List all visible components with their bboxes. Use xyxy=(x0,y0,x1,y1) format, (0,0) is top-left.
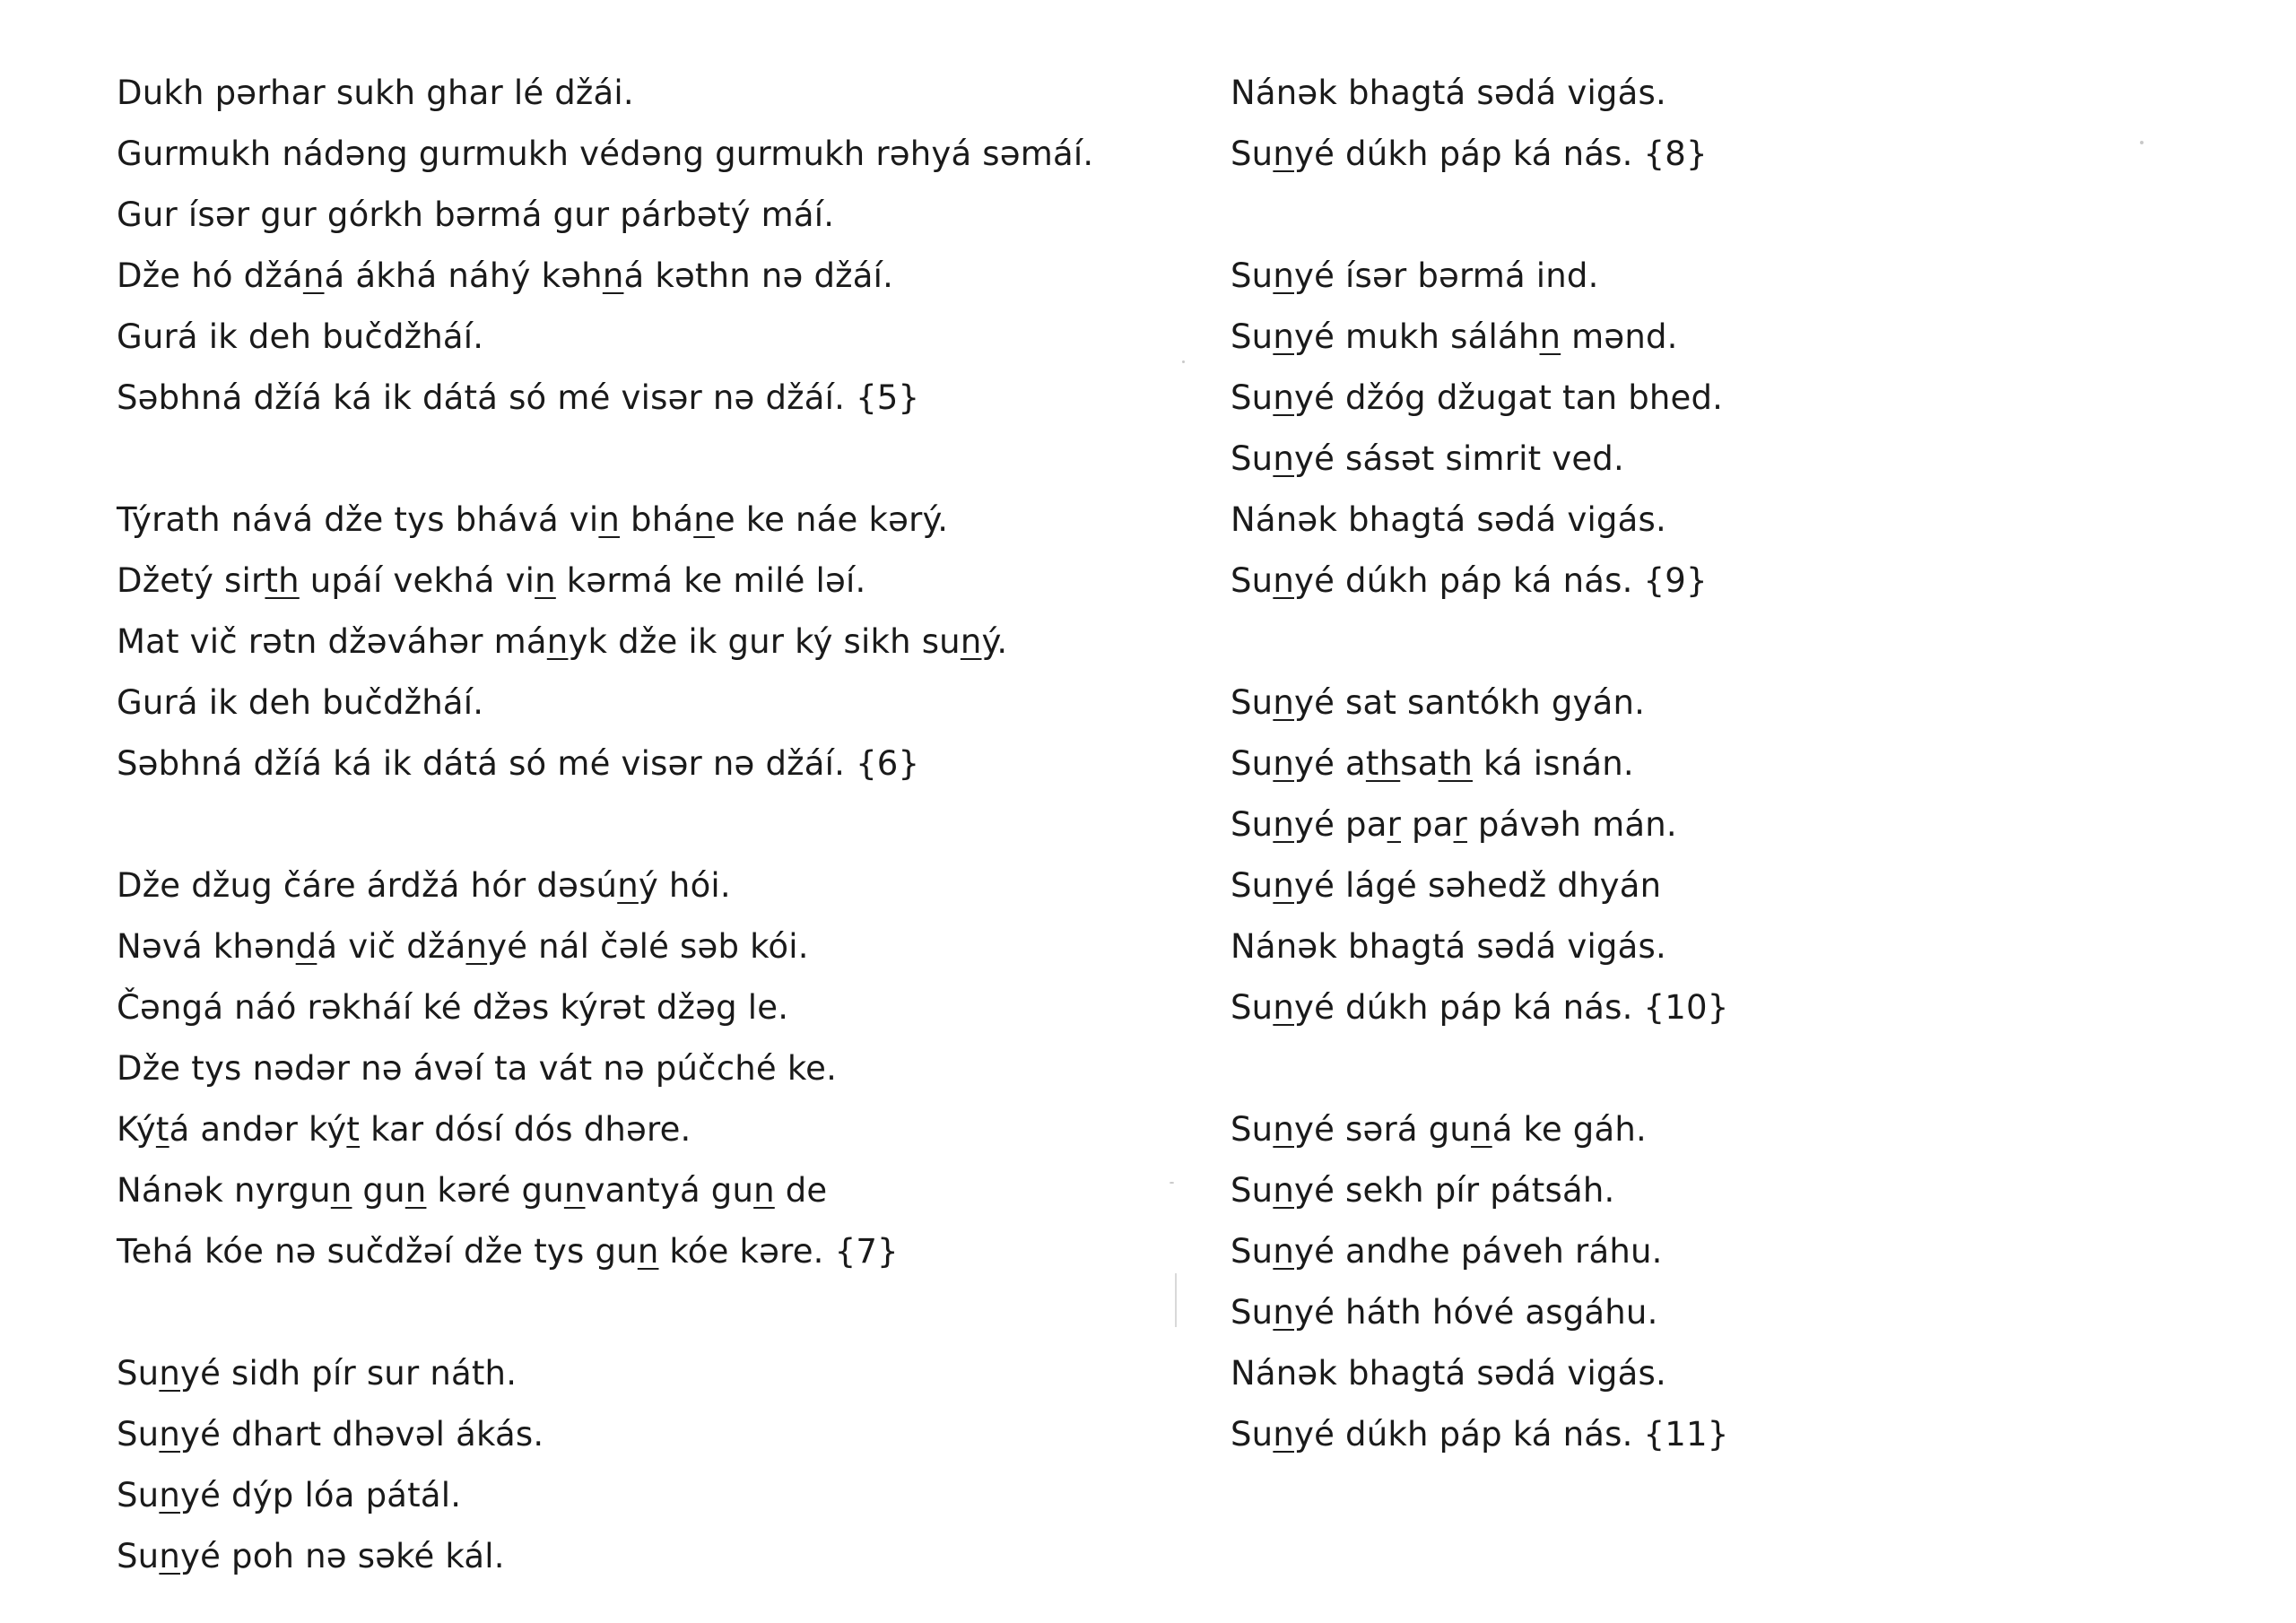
text-segment: Su xyxy=(1231,744,1274,783)
text-segment: vantyá gu xyxy=(585,1171,754,1210)
verse-line xyxy=(117,1221,1175,1282)
underlined-letter: th xyxy=(1365,744,1401,783)
verse-line xyxy=(1231,733,2217,794)
underlined-letter: n xyxy=(1273,135,1294,173)
verse-line xyxy=(1231,1221,2217,1282)
text-segment: yé pa xyxy=(1294,805,1387,844)
text-segment: mənd. xyxy=(1561,317,1678,356)
text-segment: kóe kəre. {7} xyxy=(658,1232,899,1271)
scan-fold-mark xyxy=(1175,1273,1177,1327)
text-segment: Su xyxy=(1231,256,1274,295)
text-segment: pávəh mán. xyxy=(1466,805,1677,844)
text-segment: Týrath nává dže tys bhává vi xyxy=(117,500,599,539)
underlined-letter: n xyxy=(159,1354,180,1393)
verse-line xyxy=(117,63,1175,124)
underlined-letter: r xyxy=(1387,805,1402,844)
verse-line xyxy=(1231,63,2217,124)
underlined-letter: n xyxy=(1273,744,1294,783)
text-segment: yé dúkh páp ká nás. {8} xyxy=(1294,135,1708,173)
text-segment: kar dósí dós dhəre. xyxy=(360,1110,691,1149)
text-segment: á kəthn nə džáí. xyxy=(623,256,894,295)
underlined-letter: n xyxy=(1273,988,1294,1027)
text-segment: Su xyxy=(1231,1293,1274,1332)
text-segment: Nəvá khən xyxy=(117,927,296,966)
text-segment: yé sərá gu xyxy=(1294,1110,1472,1149)
underlined-letter: n xyxy=(563,1171,586,1210)
text-segment: Ký xyxy=(117,1110,156,1149)
stanza-gap xyxy=(1231,185,2217,246)
text-segment: Su xyxy=(1231,439,1274,478)
text-segment: de xyxy=(774,1171,828,1210)
text-segment: Gur ísər gur górkh bərmá gur párbətý máí. xyxy=(117,195,835,234)
stanza-gap xyxy=(117,1282,1175,1343)
verse-line xyxy=(117,916,1175,977)
underlined-letter: n xyxy=(535,561,556,600)
verse-line xyxy=(1231,551,2217,612)
text-segment: yé mukh sáláh xyxy=(1294,317,1540,356)
text-segment: Nánək bhagtá sədá vigás. xyxy=(1231,500,1666,539)
text-segment: kəré gu xyxy=(426,1171,564,1210)
text-segment: ý hói. xyxy=(638,866,731,905)
underlined-letter: n xyxy=(302,256,325,295)
text-segment: yé a xyxy=(1294,744,1366,783)
verse-line xyxy=(117,855,1175,916)
underlined-letter: n xyxy=(1273,1171,1294,1210)
underlined-letter: th xyxy=(1438,744,1473,783)
text-segment: yé sekh pír pátsáh. xyxy=(1294,1171,1615,1210)
verse-line xyxy=(1231,1404,2217,1465)
underlined-letter: n xyxy=(1273,866,1294,905)
text-segment: Su xyxy=(117,1354,160,1393)
text-segment: ká isnán. xyxy=(1472,744,1634,783)
text-segment: Dže džug čáre árdžá hór dəsú xyxy=(117,866,618,905)
verse-line xyxy=(117,124,1175,185)
underlined-letter: r xyxy=(1453,805,1467,844)
text-segment: Səbhná džíá ká ik dátá só mé visər nə džáí. {5} xyxy=(117,378,920,417)
text-segment: yé sat santókh gyán. xyxy=(1294,683,1646,722)
text-segment: Su xyxy=(1231,988,1274,1027)
text-segment: Su xyxy=(1231,1171,1274,1210)
text-segment: á ke gáh. xyxy=(1492,1110,1647,1149)
verse-line xyxy=(117,733,1175,794)
text-segment: Džetý sir xyxy=(117,561,265,600)
underlined-letter: n xyxy=(1273,1415,1294,1454)
underlined-letter: t xyxy=(155,1110,170,1149)
verse-line xyxy=(117,1038,1175,1099)
text-segment: Su xyxy=(1231,866,1274,905)
underlined-letter: n xyxy=(159,1537,180,1575)
text-segment: Su xyxy=(117,1476,160,1515)
underlined-letter: n xyxy=(1273,378,1294,417)
text-segment: yé dhart dhəvəl ákás. xyxy=(180,1415,544,1454)
text-segment: Mat vič rətn džəváhər má xyxy=(117,622,547,661)
underlined-letter: n xyxy=(330,1171,352,1210)
text-segment: Su xyxy=(117,1415,160,1454)
underlined-letter: n xyxy=(1273,256,1294,295)
verse-line xyxy=(1231,246,2217,307)
text-segment: e ke náe kərý. xyxy=(714,500,949,539)
text-segment: yé dúkh páp ká nás. {10} xyxy=(1294,988,1729,1027)
verse-line xyxy=(117,368,1175,429)
text-segment: kərmá ke milé ləí. xyxy=(555,561,866,600)
text-segment: Su xyxy=(1231,561,1274,600)
underlined-letter: n xyxy=(617,866,639,905)
verse-line xyxy=(117,1343,1175,1404)
underlined-letter: n xyxy=(1273,439,1294,478)
verse-line xyxy=(117,612,1175,673)
text-segment: Su xyxy=(1231,805,1274,844)
text-segment: yk dže ik gur ký sikh su xyxy=(568,622,961,661)
verse-line xyxy=(117,977,1175,1038)
text-segment: Nánək bhagtá sədá vigás. xyxy=(1231,74,1666,112)
verse-line xyxy=(117,490,1175,551)
text-segment: Čəngá náó rəkháí ké džəs kýrət džəg le. xyxy=(117,988,789,1027)
text-segment: yé džóg džugat tan bhed. xyxy=(1294,378,1724,417)
text-segment: Nánək bhagtá sədá vigás. xyxy=(1231,927,1666,966)
underlined-letter: n xyxy=(1273,1110,1294,1149)
verse-line xyxy=(117,185,1175,246)
text-segment: Su xyxy=(117,1537,160,1575)
verse-line xyxy=(117,246,1175,307)
underlined-letter: n xyxy=(693,500,715,539)
verse-line xyxy=(1231,1282,2217,1343)
verse-line xyxy=(1231,794,2217,855)
text-segment: yé sásət simrit ved. xyxy=(1294,439,1624,478)
text-segment: Dukh pərhar sukh ghar lé džái. xyxy=(117,74,634,112)
verse-column-right xyxy=(1231,63,2217,1465)
verse-line xyxy=(117,307,1175,368)
text-segment: Su xyxy=(1231,1232,1274,1271)
text-segment: Su xyxy=(1231,1415,1274,1454)
verse-line xyxy=(1231,368,2217,429)
verse-line xyxy=(1231,673,2217,733)
text-segment: Səbhná džíá ká ik dátá só mé visər nə džáí. {6} xyxy=(117,744,920,783)
scan-speck xyxy=(2140,141,2144,144)
text-segment: yé háth hóvé asgáhu. xyxy=(1294,1293,1658,1332)
text-segment: gu xyxy=(352,1171,405,1210)
underlined-letter: d xyxy=(295,927,317,966)
verse-column-left xyxy=(117,63,1175,1587)
text-segment: Su xyxy=(1231,135,1274,173)
verse-line xyxy=(1231,490,2217,551)
underlined-letter: n xyxy=(602,256,624,295)
text-segment: pa xyxy=(1401,805,1454,844)
text-segment: yé sidh pír sur náth. xyxy=(180,1354,517,1393)
text-segment: upáí vekhá vi xyxy=(299,561,535,600)
underlined-letter: n xyxy=(598,500,621,539)
underlined-letter: t xyxy=(346,1110,361,1149)
verse-line xyxy=(1231,307,2217,368)
text-segment: yé dýp lóa pátál. xyxy=(180,1476,462,1515)
text-segment: yé lágé səhedž dhyán xyxy=(1294,866,1662,905)
text-segment: Nánək nyrgu xyxy=(117,1171,331,1210)
scan-speck xyxy=(1182,360,1185,363)
text-segment: Gurá ik deh bučdžháí. xyxy=(117,317,484,356)
underlined-letter: n xyxy=(465,927,488,966)
verse-line xyxy=(1231,916,2217,977)
text-segment: Tehá kóe nə sučdžəí dže tys gu xyxy=(117,1232,638,1271)
text-segment: Gurmukh nádəng gurmukh védəng gurmukh rəhyá səmáí. xyxy=(117,135,1094,173)
text-segment: yé nál čəlé səb kói. xyxy=(487,927,809,966)
stanza-gap xyxy=(117,794,1175,855)
verse-line xyxy=(117,1404,1175,1465)
underlined-letter: n xyxy=(1273,1232,1294,1271)
verse-line xyxy=(1231,855,2217,916)
verse-line xyxy=(1231,429,2217,490)
verse-line xyxy=(1231,1160,2217,1221)
underlined-letter: n xyxy=(404,1171,427,1210)
text-segment: Su xyxy=(1231,1110,1274,1149)
text-segment: yé poh nə səké kál. xyxy=(180,1537,505,1575)
verse-line xyxy=(1231,977,2217,1038)
stanza-gap xyxy=(117,429,1175,490)
text-segment: á vič džá xyxy=(317,927,466,966)
stanza-gap xyxy=(1231,612,2217,673)
text-segment: á andər ký xyxy=(169,1110,347,1149)
text-segment: á ákhá náhý kəh xyxy=(324,256,603,295)
text-segment: Dže tys nədər nə ávəí ta vát nə púčché ke. xyxy=(117,1049,838,1088)
text-segment: yé dúkh páp ká nás. {9} xyxy=(1294,561,1708,600)
text-segment: sa xyxy=(1400,744,1439,783)
underlined-letter: n xyxy=(1273,683,1294,722)
underlined-letter: n xyxy=(1273,561,1294,600)
verse-line xyxy=(117,673,1175,733)
underlined-letter: n xyxy=(1471,1110,1492,1149)
underlined-letter: th xyxy=(265,561,300,600)
text-segment: Gurá ik deh bučdžháí. xyxy=(117,683,484,722)
verse-line xyxy=(1231,1099,2217,1160)
text-segment: Nánək bhagtá sədá vigás. xyxy=(1231,1354,1666,1393)
text-segment: yé dúkh páp ká nás. {11} xyxy=(1294,1415,1729,1454)
underlined-letter: n xyxy=(1273,1293,1294,1332)
text-segment: bhá xyxy=(620,500,694,539)
verse-line xyxy=(117,1099,1175,1160)
text-segment: Su xyxy=(1231,683,1274,722)
verse-line xyxy=(117,1526,1175,1587)
verse-line xyxy=(1231,1343,2217,1404)
text-segment: Su xyxy=(1231,378,1274,417)
underlined-letter: n xyxy=(637,1232,659,1271)
text-segment: yé andhe páveh ráhu. xyxy=(1294,1232,1663,1271)
verse-line xyxy=(117,551,1175,612)
text-segment: Su xyxy=(1231,317,1274,356)
underlined-letter: n xyxy=(960,622,982,661)
underlined-letter: n xyxy=(546,622,569,661)
underlined-letter: n xyxy=(1273,805,1294,844)
stanza-gap xyxy=(1231,1038,2217,1099)
text-segment: yé ísər bərmá ind. xyxy=(1294,256,1599,295)
verse-line xyxy=(117,1465,1175,1526)
scan-speck xyxy=(1170,1182,1174,1184)
verse-line xyxy=(117,1160,1175,1221)
text-segment: ý. xyxy=(981,622,1008,661)
underlined-letter: n xyxy=(1273,317,1294,356)
underlined-letter: n xyxy=(159,1415,180,1454)
underlined-letter: n xyxy=(753,1171,775,1210)
underlined-letter: n xyxy=(159,1476,180,1515)
underlined-letter: n xyxy=(1539,317,1561,356)
text-segment: Dže hó džá xyxy=(117,256,303,295)
verse-line xyxy=(1231,124,2217,185)
